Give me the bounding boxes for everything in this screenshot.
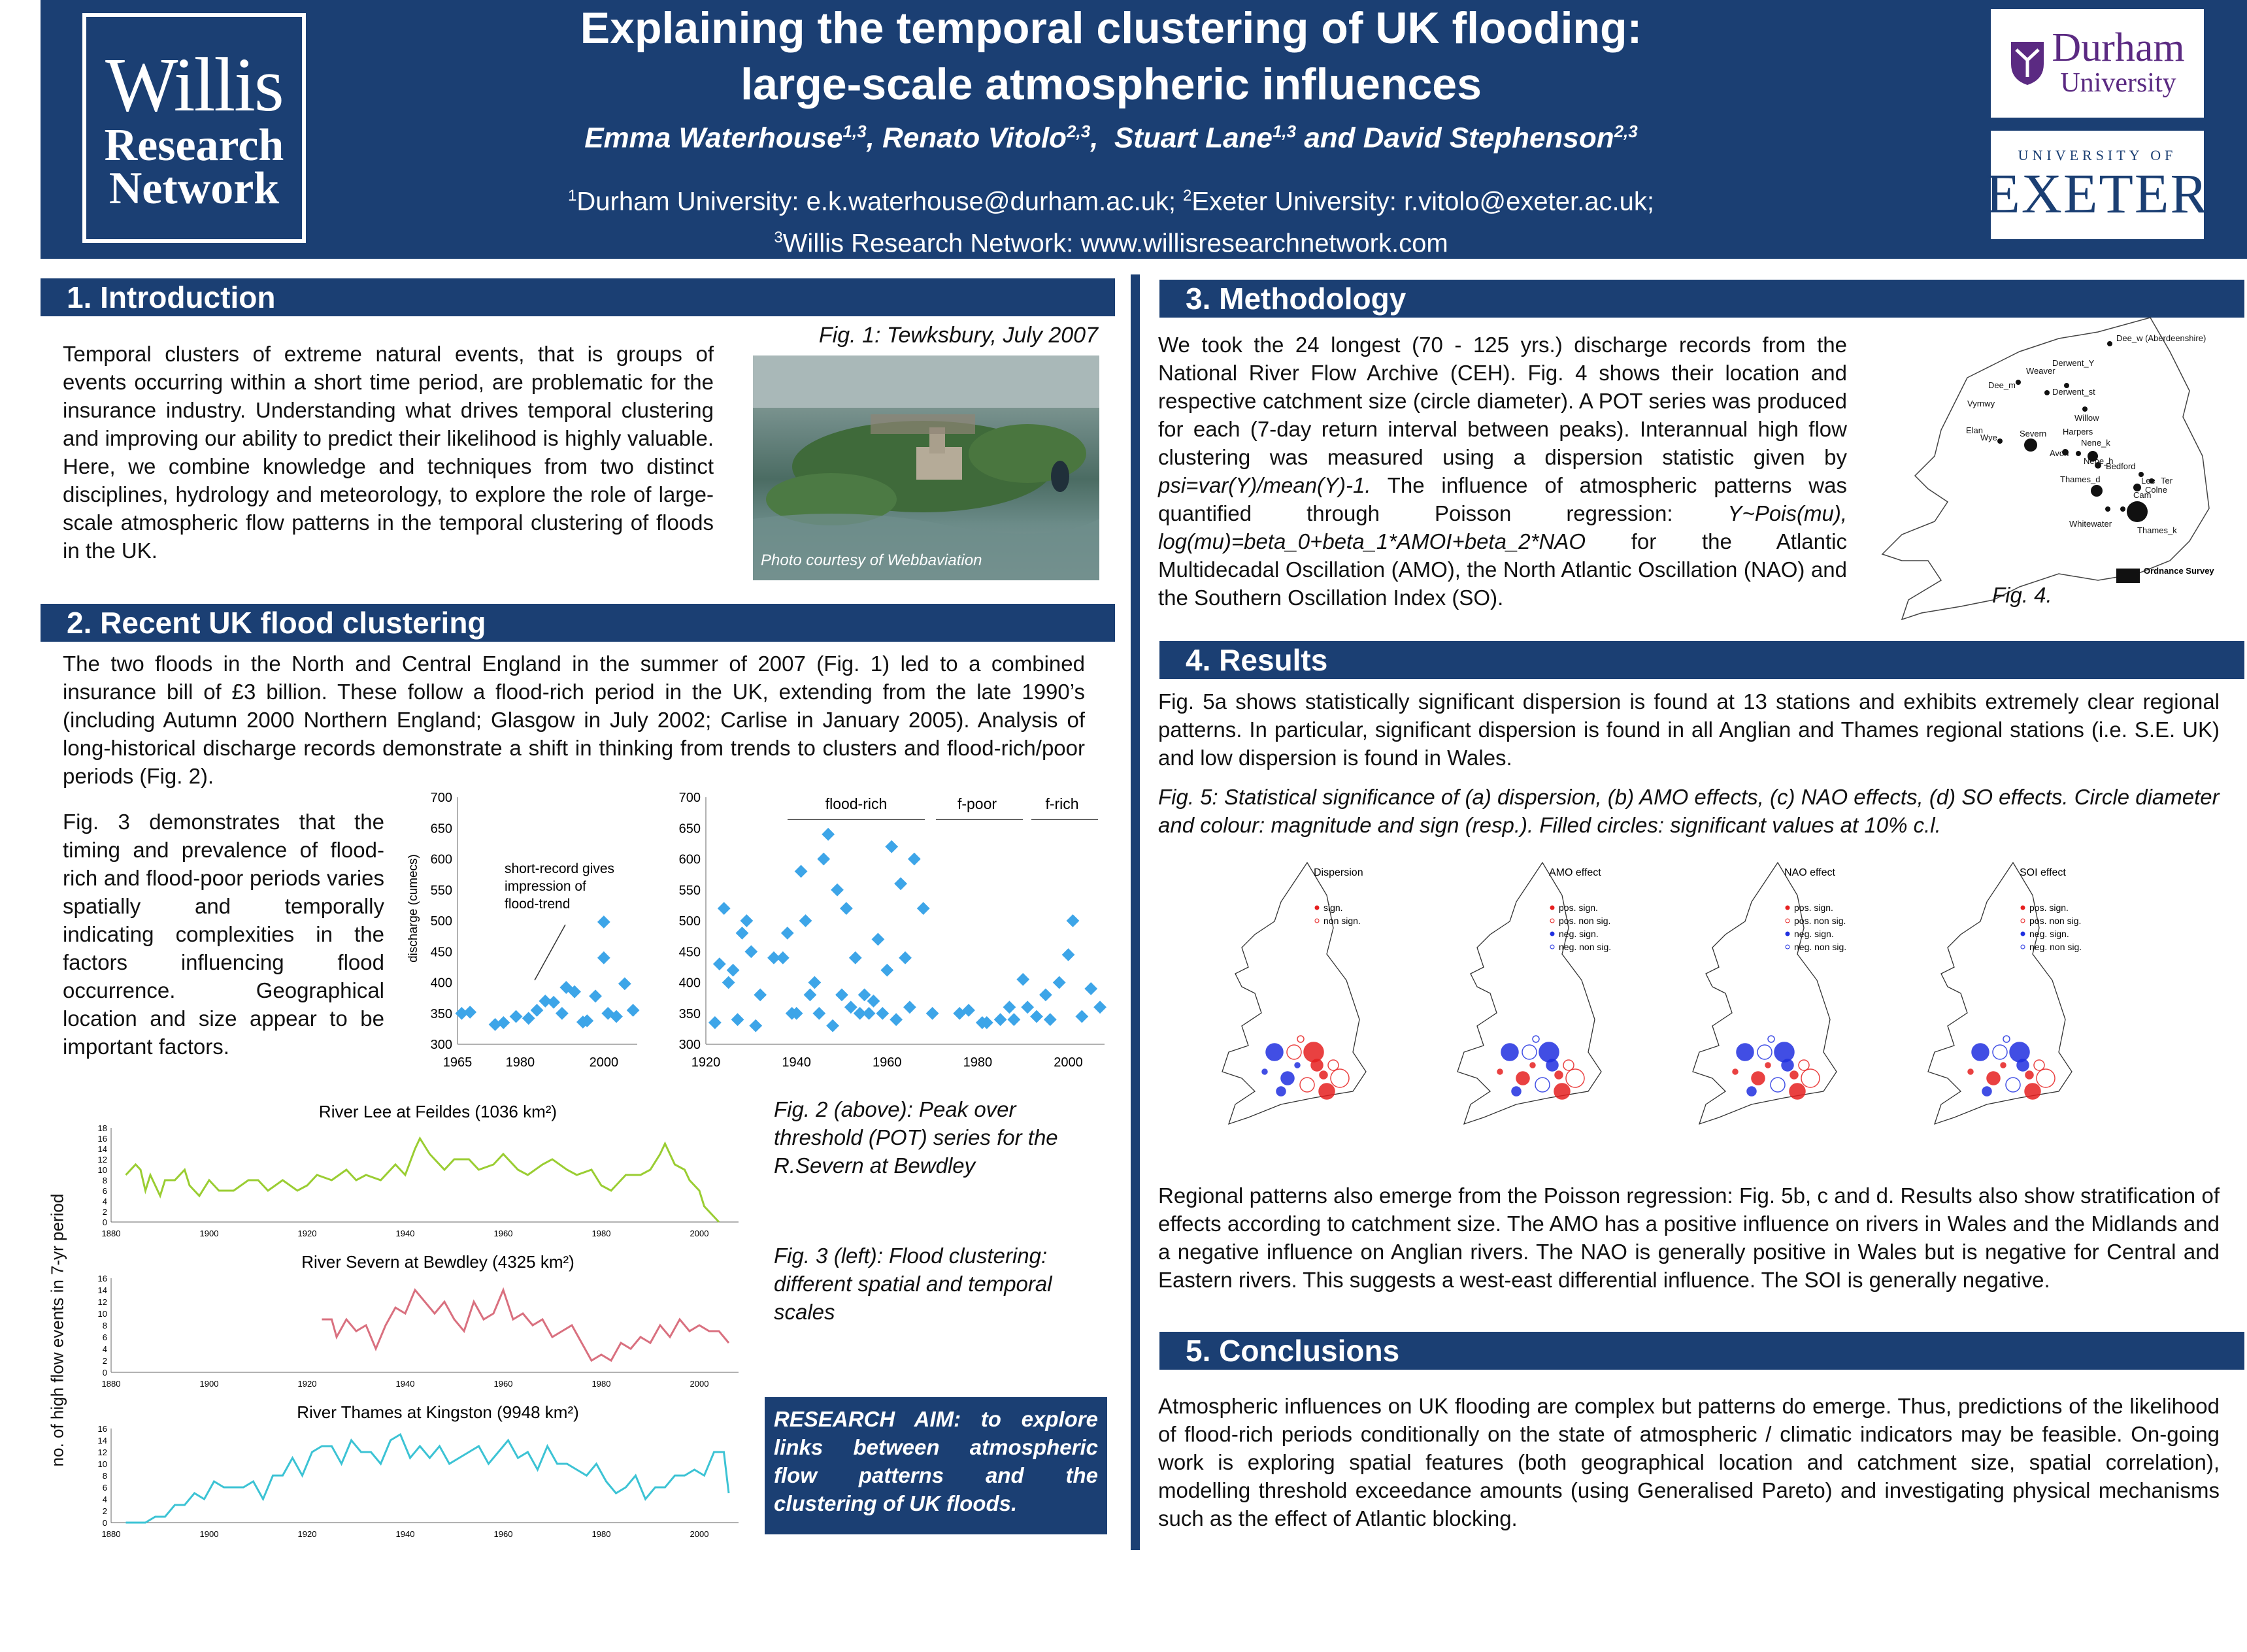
ytick-label: 500 — [430, 914, 452, 929]
svg-text:pos. sign.: pos. sign. — [1794, 902, 1833, 913]
xtick-label: 1900 — [199, 1379, 219, 1389]
data-point — [1084, 982, 1097, 995]
results-text-2: Regional patterns also emerge from the Poisson regression: Fig. 5b, c and d. Results also show stratification of effects according to catchment size. The AMO has a positive influence on rivers in Wales and the Midlands and a negative influence on Anglian rivers. The NAO is generally positive in Wales but is negative for Central and Eastern rivers. This suggests a west-east differential influence. The SOI is generally negative. — [1158, 1183, 2220, 1292]
data-point — [894, 877, 907, 890]
data-point — [744, 945, 757, 958]
xtick-label: 1920 — [297, 1229, 317, 1238]
svg-text:pos. sign.: pos. sign. — [1559, 902, 1598, 913]
data-point — [510, 1010, 523, 1023]
column-divider — [1131, 274, 1140, 1550]
data-point — [1003, 1000, 1016, 1014]
svg-text:Dee_w (Aberdeenshire): Dee_w (Aberdeenshire) — [2116, 333, 2206, 343]
data-point — [804, 989, 817, 1002]
xtick-label: 1880 — [101, 1229, 121, 1238]
svg-text:neg. sign.: neg. sign. — [1794, 929, 1834, 939]
data-point — [1030, 1010, 1043, 1023]
data-point — [826, 1019, 839, 1032]
data-point — [1062, 948, 1075, 961]
xtick-label: 2000 — [690, 1379, 709, 1389]
data-point — [917, 902, 930, 915]
data-point — [863, 1007, 876, 1020]
data-point — [531, 1004, 544, 1017]
xtick-label: 1940 — [395, 1229, 415, 1238]
ytick-label: 14 — [97, 1436, 107, 1446]
data-point — [908, 853, 921, 866]
xtick-label: 1940 — [395, 1529, 415, 1539]
data-point — [1093, 1000, 1107, 1014]
svg-text:Derwent_st: Derwent_st — [2052, 387, 2095, 397]
fig5-map-1 — [1438, 856, 1660, 1157]
ytick-label: 2 — [102, 1207, 107, 1217]
durham-logo: Durham University — [1991, 9, 2204, 118]
svg-text:neg. non sig.: neg. non sig. — [2029, 942, 2082, 952]
data-point — [1044, 1013, 1057, 1026]
ordnance-survey-label: Ordnance Survey — [2144, 566, 2214, 576]
svg-text:Cam: Cam — [2133, 490, 2152, 500]
data-point — [799, 914, 812, 927]
xtick-label: 1920 — [297, 1529, 317, 1539]
xtick-label: 1980 — [591, 1229, 611, 1238]
fig3-severn-title: River Severn at Bewdley (4325 km²) — [301, 1252, 574, 1272]
data-point — [731, 1013, 744, 1026]
series-line — [126, 1434, 729, 1523]
xtick-label: 1900 — [199, 1529, 219, 1539]
fig2b-period-f-rich: f-rich — [1045, 795, 1079, 812]
xtick-label: 1940 — [395, 1379, 415, 1389]
data-point — [822, 828, 835, 841]
svg-text:neg. sign.: neg. sign. — [1559, 929, 1599, 939]
section-heading-methodology: 3. Methodology — [1159, 280, 2244, 318]
data-point — [463, 1006, 476, 1019]
svg-text:neg. sign.: neg. sign. — [2029, 929, 2069, 939]
fig5-caption: Fig. 5: Statistical significance of (a) dispersion, (b) AMO effects, (c) NAO effects, (d) SO effects. Circle diameter and colour: magnitude and sign (resp.). Filled circles: significant values at 10% c.l. — [1158, 785, 2220, 837]
fig2b-period-flood-rich: flood-rich — [825, 795, 888, 812]
ytick-label: 350 — [430, 1006, 452, 1021]
svg-text:pos. non sig.: pos. non sig. — [1794, 916, 1846, 926]
xtick-label: 1960 — [493, 1379, 513, 1389]
ytick-label: 300 — [430, 1038, 452, 1052]
svg-text:Bedford: Bedford — [2106, 461, 2136, 471]
ytick-label: 400 — [678, 976, 701, 991]
svg-text:neg. non sig.: neg. non sig. — [1559, 942, 1612, 952]
ytick-label: 700 — [430, 791, 452, 805]
svg-text:Whitewater: Whitewater — [2069, 519, 2112, 529]
xtick-label: 1960 — [493, 1229, 513, 1238]
data-point — [556, 1007, 569, 1020]
data-point — [627, 1004, 640, 1017]
data-point — [597, 916, 610, 929]
data-point — [812, 1007, 825, 1020]
ytick-label: 14 — [97, 1285, 107, 1295]
ytick-label: 550 — [678, 883, 701, 898]
ytick-label: 500 — [678, 914, 701, 929]
xtick-label: 1960 — [873, 1055, 902, 1070]
fig1-caption: Fig. 1: Tewksbury, July 2007 — [818, 323, 1098, 348]
ytick-label: 10 — [97, 1165, 107, 1175]
ytick-label: 600 — [430, 852, 452, 867]
data-point — [547, 996, 560, 1009]
xtick-label: 1920 — [691, 1055, 721, 1070]
ytick-label: 8 — [102, 1176, 107, 1185]
fig3-ylabel: no. of high flow events in 7-yr period — [47, 1193, 67, 1467]
ytick-label: 4 — [102, 1197, 107, 1206]
data-point — [497, 1016, 510, 1029]
section-heading-conclusions: 5. Conclusions — [1159, 1332, 2244, 1370]
tewkesbury-photo — [753, 355, 1099, 580]
data-point — [817, 853, 830, 866]
data-point — [926, 1007, 939, 1020]
fig2a-annotation-2: impression of — [505, 879, 586, 894]
data-point — [749, 1019, 762, 1032]
xtick-label: 1940 — [782, 1055, 811, 1070]
fig5-map-2 — [1673, 856, 1895, 1157]
fig3-thames-title: River Thames at Kingston (9948 km²) — [297, 1402, 579, 1422]
svg-text:Elan: Elan — [1966, 425, 1984, 435]
xtick-label: 1980 — [591, 1529, 611, 1539]
data-point — [618, 977, 631, 990]
ytick-label: 700 — [678, 791, 701, 805]
ytick-label: 16 — [97, 1274, 107, 1283]
ytick-label: 18 — [97, 1123, 107, 1133]
xtick-label: 1980 — [963, 1055, 993, 1070]
data-point — [795, 865, 808, 878]
ytick-label: 400 — [430, 976, 452, 991]
ytick-label: 4 — [102, 1495, 107, 1504]
fig5-map-title: SOI effect — [2020, 867, 2066, 878]
ytick-label: 6 — [102, 1332, 107, 1342]
ytick-label: 12 — [97, 1297, 107, 1307]
data-point — [1039, 989, 1052, 1002]
photo-credit: Photo courtesy of Webbaviation — [761, 552, 982, 569]
data-point — [776, 951, 790, 965]
ytick-label: 10 — [97, 1309, 107, 1319]
fig2a-annotation-arrow — [535, 925, 565, 980]
data-point — [736, 927, 749, 940]
ytick-label: 650 — [430, 821, 452, 836]
data-point — [831, 884, 844, 897]
data-point — [589, 989, 602, 1002]
fig3-caption: Fig. 3 (left): Flood clustering: different spatial and temporal scales — [774, 1244, 1052, 1324]
data-point — [1016, 973, 1029, 986]
svg-text:non sign.: non sign. — [1323, 916, 1361, 926]
data-point — [890, 1013, 903, 1026]
ytick-label: 600 — [678, 852, 701, 867]
fig2a-annotation-3: flood-trend — [505, 897, 571, 912]
fig5-map-title: Dispersion — [1314, 867, 1363, 878]
fig4-station-map — [1863, 312, 2216, 626]
xtick-label: 1880 — [101, 1529, 121, 1539]
research-aim-box: RESEARCH AIM: to explore links between atmospheric flow patterns and the clustering of UK floods. — [765, 1397, 1107, 1534]
data-point — [740, 914, 753, 927]
xtick-label: 1920 — [297, 1379, 317, 1389]
data-point — [880, 964, 893, 977]
svg-text:Lee: Lee — [2141, 476, 2155, 486]
affiliations: $^1$Durham University: e.k.waterhouse@durham.ac.uk; $^2$Exeter University: r.vitolo@exeter.ac.uk; $^3$Willis Research Network: www.willisresearchnetwork.com — [568, 187, 1654, 258]
xtick-label: 1900 — [199, 1229, 219, 1238]
data-point — [994, 1013, 1007, 1026]
data-point — [718, 902, 731, 915]
svg-text:Colne: Colne — [2145, 485, 2167, 495]
svg-text:Weaver: Weaver — [2026, 366, 2056, 376]
fig2a-ylabel: discharge (cumecs) — [407, 854, 420, 963]
ytick-label: 6 — [102, 1483, 107, 1493]
fig3-lee-chart — [72, 1098, 752, 1248]
svg-text:pos. non sig.: pos. non sig. — [2029, 916, 2082, 926]
data-point — [708, 1016, 722, 1029]
svg-text:pos. sign.: pos. sign. — [2029, 902, 2069, 913]
ytick-label: 450 — [430, 945, 452, 960]
ytick-label: 300 — [678, 1038, 701, 1052]
data-point — [903, 1000, 916, 1014]
data-point — [849, 951, 862, 965]
data-point — [781, 927, 794, 940]
svg-text:neg. non sig.: neg. non sig. — [1794, 942, 1847, 952]
fig2b-scatter-chart — [654, 784, 1111, 1078]
data-point — [1067, 914, 1080, 927]
section-heading-introduction: 1. Introduction — [41, 278, 1115, 316]
fig5-map-title: NAO effect — [1784, 867, 1835, 878]
fig4-caption: Fig. 4. — [1992, 583, 2052, 607]
xtick-label: 1880 — [101, 1379, 121, 1389]
ytick-label: 14 — [97, 1144, 107, 1154]
ytick-label: 12 — [97, 1447, 107, 1457]
data-point — [808, 976, 821, 989]
svg-text:Derwent_Y: Derwent_Y — [2052, 358, 2095, 368]
ytick-label: 0 — [102, 1217, 107, 1227]
svg-text:pos. non sig.: pos. non sig. — [1559, 916, 1611, 926]
xtick-label: 1960 — [493, 1529, 513, 1539]
ytick-label: 10 — [97, 1459, 107, 1469]
ytick-label: 8 — [102, 1471, 107, 1481]
data-point — [1021, 1000, 1034, 1014]
svg-text:Severn: Severn — [2020, 429, 2047, 438]
data-point — [522, 1012, 535, 1025]
fig3-lee-title: River Lee at Feildes (1036 km²) — [318, 1102, 558, 1121]
svg-text:Dee_m: Dee_m — [1988, 380, 2016, 390]
section-heading-results: 4. Results — [1159, 641, 2244, 679]
svg-text:Ter: Ter — [2161, 476, 2173, 486]
svg-text:Thames_k: Thames_k — [2137, 525, 2177, 535]
willis-logo: Willis Research Network — [82, 13, 306, 243]
fig3-explanation: Fig. 3 demonstrates that the timing and prevalence of flood-rich and flood-poor periods varies spatially and temporally indicating complexities in the factors influencing flood occurrence. Geographical location and size appear to be important factors. — [63, 810, 384, 1059]
ytick-label: 450 — [678, 945, 701, 960]
xtick-label: 1965 — [442, 1055, 473, 1070]
data-point — [1007, 1013, 1020, 1026]
data-point — [597, 951, 610, 965]
data-point — [754, 989, 767, 1002]
exeter-logo: UNIVERSITY OF EXETER — [1991, 131, 2204, 239]
data-point — [835, 989, 848, 1002]
data-point — [840, 902, 853, 915]
data-point — [885, 840, 898, 853]
ytick-label: 0 — [102, 1368, 107, 1378]
series-line — [126, 1138, 720, 1222]
ytick-label: 350 — [678, 1006, 701, 1021]
fig3-thames-chart — [72, 1398, 752, 1549]
svg-text:Wye: Wye — [1980, 433, 1997, 442]
ytick-label: 6 — [102, 1186, 107, 1196]
svg-text:Willow: Willow — [2074, 413, 2099, 423]
durham-shield-icon — [2010, 41, 2045, 86]
data-point — [1075, 1010, 1088, 1023]
xtick-label: 2000 — [589, 1055, 619, 1070]
intro-text: Temporal clusters of extreme natural events, that is groups of events occurring within a short time period, are problematic for the insurance industry. Understanding what drives temporal clustering and improving our ability to predict their likelihood is highly valuable. Here, we combine knowledge and techniques from two distinct disciplines, hydrology and meteorology, to explore the role of large-scale atmospheric flow patterns in the temporal clustering of floods in the UK. — [63, 342, 714, 563]
ytick-label: 4 — [102, 1344, 107, 1354]
fig2a-scatter-chart — [405, 784, 647, 1078]
fig2-caption: Fig. 2 (above): Peak over threshold (POT) series for the R.Severn at Bewdley — [774, 1097, 1058, 1178]
ytick-label: 12 — [97, 1155, 107, 1165]
poster-title: Explaining the temporal clustering of UK flooding: large-scale atmospheric influences — [580, 3, 1642, 109]
xtick-label: 2000 — [690, 1529, 709, 1539]
ytick-label: 16 — [97, 1424, 107, 1434]
data-point — [722, 976, 735, 989]
results-text-1: Fig. 5a shows statistically significant dispersion is found at 13 stations and exhibits extremely clear regional patterns. In particular, significant dispersion is found in all Anglian and Thames regional stations (i.e. S.E. UK) and low dispersion is found in Wales. — [1158, 689, 2220, 770]
fig5-map-0 — [1203, 856, 1425, 1157]
xtick-label: 1980 — [591, 1379, 611, 1389]
section-heading-recent: 2. Recent UK flood clustering — [41, 604, 1115, 642]
xtick-label: 1980 — [505, 1055, 535, 1070]
author-line: Emma Waterhouse$^{1,3}$, Renato Vitolo$^{2,3}$, Stuart Lane$^{1,3}$ and David Stephenson$^{2,3}$ — [584, 122, 1638, 154]
recent-text: The two floods in the North and Central England in the summer of 2007 (Fig. 1) led to a combined insurance bill of £3 billion. These follow a flood-rich period in the UK, extending from the late 1990’s (including Autumn 2000 Northern England; Glasgow in July 2002; Carlise in January 2005). Analysis of long-historical discharge records demonstrate a shift in thinking from trends to clusters and flood-rich/poor periods (Fig. 2). — [63, 652, 1085, 788]
ytick-label: 2 — [102, 1356, 107, 1366]
svg-text:Thames_d: Thames_d — [2060, 474, 2101, 484]
fig2b-period-f-poor: f-poor — [957, 795, 997, 812]
xtick-label: 2000 — [690, 1229, 709, 1238]
conclusions-text: Atmospheric influences on UK flooding are complex but patterns do emerge. Thus, predictions of the likelihood of flood-rich periods conditionally on the state of atmospheric / climatic indicators may be feasible. On-going work is exploring spatial features (both geographical location and catchment size, spatial correlation), modelling threshold exceedance amounts (using Generalised Pareto) and investigating physical mechanisms such as the effect of Atlantic blocking. — [1158, 1394, 2220, 1530]
series-line — [322, 1290, 729, 1361]
data-point — [899, 951, 912, 965]
ytick-label: 8 — [102, 1321, 107, 1330]
data-point — [713, 957, 726, 970]
data-point — [872, 933, 885, 946]
data-point — [727, 964, 740, 977]
svg-text:Harpers: Harpers — [2063, 427, 2093, 437]
ytick-label: 0 — [102, 1518, 107, 1528]
fig5-map-3 — [1908, 856, 2131, 1157]
data-point — [876, 1007, 889, 1020]
svg-text:Nene_k: Nene_k — [2081, 438, 2110, 448]
fig5-maps — [1203, 856, 2091, 1157]
xtick-label: 2000 — [1054, 1055, 1083, 1070]
fig3-severn-chart — [72, 1248, 752, 1398]
ytick-label: 16 — [97, 1134, 107, 1144]
methodology-text: We took the 24 longest (70 - 125 yrs.) discharge records from the National River Flow Archive (CEH). Fig. 4 shows their location and respective catchment size (circle diameter). A POT series was produced for each (7-day return interval between peaks). Interannual high flow clustering was measured using a dispersion statistic given by psi=var(Y)/mean(Y)-1. The influence of atmospheric patterns was quantified through Poisson regression: Y~Pois(mu), log(mu)=beta_0+beta_1*AMOI+beta_2*NAO for the Atlantic Multidecadal Oscillation (AMO), the North Atlantic Oscillation (NAO) and the Southern Oscillation Index (SO). — [1158, 333, 1847, 610]
fig2a-annotation-1: short-record gives — [505, 861, 615, 876]
svg-text:Vyrnwy: Vyrnwy — [1967, 399, 1995, 408]
fig5-map-title: AMO effect — [1549, 867, 1601, 878]
svg-text:sign.: sign. — [1323, 902, 1343, 913]
ytick-label: 550 — [430, 883, 452, 898]
data-point — [1053, 976, 1066, 989]
svg-text:Nene_h: Nene_h — [2084, 456, 2114, 466]
ytick-label: 2 — [102, 1506, 107, 1516]
ytick-label: 650 — [678, 821, 701, 836]
svg-text:Avon: Avon — [2050, 448, 2069, 458]
